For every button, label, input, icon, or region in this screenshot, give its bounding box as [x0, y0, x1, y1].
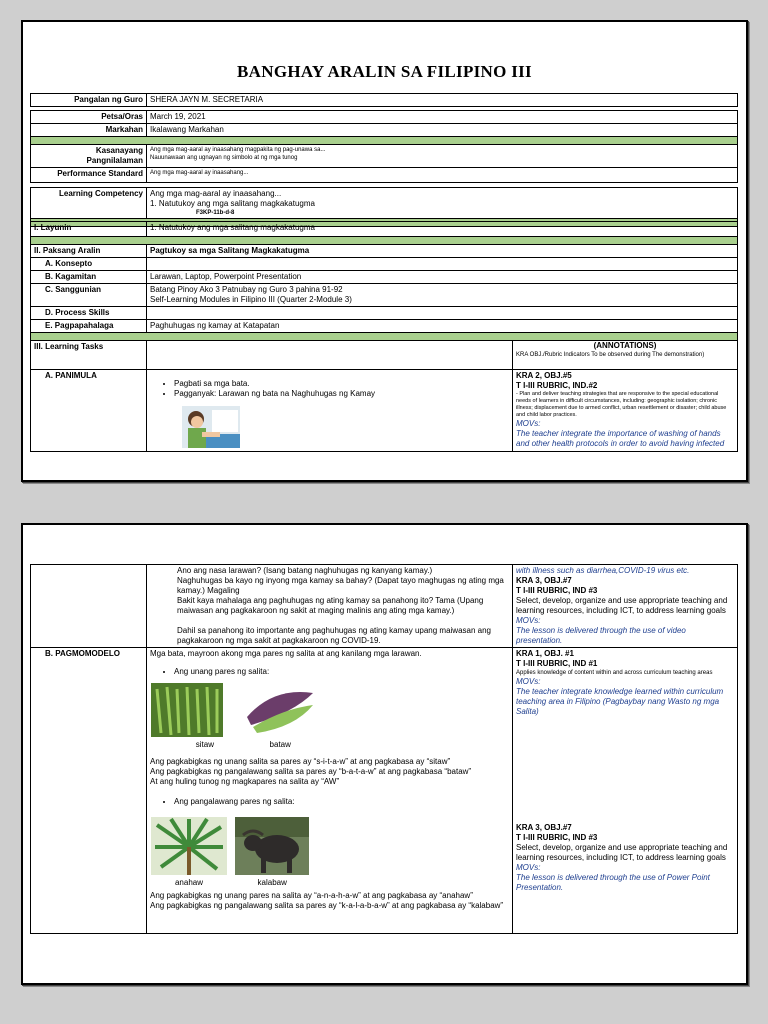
sanggunian-value: Batang Pinoy Ako 3 Patnubay ng Guro 3 pahina 91-92 Self-Learning Modules in Filipino III (Quarter 2-Module 3) — [147, 284, 738, 307]
pagmomodelo-label: B. PAGMOMODELO — [31, 648, 147, 934]
anahaw-caption: anahaw — [174, 878, 204, 887]
header-table — [30, 93, 738, 227]
perf-value: Ang mga mag-aaral ay inaasahang... — [147, 168, 738, 183]
anahaw-image — [151, 817, 227, 875]
handwashing-image — [182, 406, 240, 448]
kalabaw-caption: kalabaw — [257, 878, 287, 887]
markahan-label: Markahan — [31, 124, 147, 137]
panimula-content — [147, 370, 513, 452]
konsepto-label: A. Konsepto — [31, 258, 147, 271]
panimula-cont: Ano ang nasa larawan? (Isang batang naghuhugas ng kanyang kamay.) Naghuhugas ba kayo ng inyong mga kamay sa bahay? (Dapat tayo maghugas ng ating mga kamay.) Magaling Bakit kaya mahalaga ang paghuhugas ng ating kamay sa panahong ito? Tama (Upang maiwasan ang pagkakaroon ng sakit at maging malinis ang ating mga kamay.) Dahil sa panahong ito importante ang paghuhugas ng ating kamay upang maiwasan ang pagkakaroon ng mga sakit at pagkakaroon ng COVID-19. — [147, 565, 513, 648]
document-title: BANGHAY ARALIN SA FILIPINO III — [237, 62, 532, 81]
sitaw-caption: sitaw — [195, 740, 214, 749]
panimula-label: A. PANIMULA — [31, 370, 147, 452]
lesson-table-cont — [30, 564, 738, 934]
lc-value: Ang mga mag-aaral ay inaasahang... 1. Natutukoy ang mga salitang magkakatugma F3KP-11b-d-8 — [147, 188, 738, 219]
kasanayang-value: Ang mga mag-aaral ay inaasahang magpakita ng pag-unawa sa... Nauunawaan ang ugnayan ng simbolo at ng mga tunog — [147, 145, 738, 168]
guro-value: SHERA JAYN M. SECRETARIA — [147, 94, 738, 107]
pm-bullet: • Ang unang pares ng salita: — [174, 667, 509, 677]
paksa-value: Pagtukoy sa mga Salitang Magkakatugma — [147, 245, 738, 258]
lc-label: Learning Competency — [31, 188, 147, 219]
pm-bullet: • Ang pangalawang pares ng salita: — [174, 797, 509, 807]
page-1 — [21, 20, 748, 482]
bataw-image — [243, 683, 317, 737]
page-2 — [21, 523, 748, 985]
panimula-annotation: KRA 2, OBJ.#5 T I-III RUBRIC, IND.#2 - Plan and deliver teaching strategies that are responsive to the special educational needs of learners in difficult circumstances, including: geographic isolation; chronic illness; displacement due to armed conflict, urban resettlement or disaster; child abuse and child labor practices. MOVs: The teacher integrate the importance of washing of hands and other health protocols in order to avoid having infected — [513, 370, 738, 452]
annotations-header: (ANNOTATIONS) KRA OBJ./Rubric Indicators To be observed during The demonstration) — [513, 341, 738, 370]
perf-label: Performance Standard — [31, 168, 147, 183]
bataw-caption: bataw — [269, 740, 291, 749]
pagmomodelo-annotation: KRA 1, OBJ. #1 T I-III RUBRIC, IND #1 Applies knowledge of content within and across curriculum teaching areas MOVs: The teacher integrate knowledge learned within curriculum teaching area in Filipino (Pagbaybay nang Wasto ng mga Salita) KRA 3, OBJ.#7 T I-III RUBRIC, IND #3 Select, develop, organize and use appropriate teaching and learning resources, including ICT, to address learning goals MOVs: The lesson is delivered through the use of Power Point Presentation. — [513, 648, 738, 934]
petsa-label: Petsa/Oras — [31, 111, 147, 124]
petsa-value: March 19, 2021 — [147, 111, 738, 124]
annotation-cont: with illness such as diarrhea,COVID-19 virus etc. KRA 3, OBJ.#7 T I-III RUBRIC, IND #3 Select, develop, organize and use appropriate teaching and learning resources, including ICT, to address learning goals MOVs: The lesson is delivered through the use of video presentation. — [513, 565, 738, 648]
pagmomodelo-content: Mga bata, mayroon akong mga pares ng salita at ang kanilang mga larawan. • Ang unang pares ng salita: sitaw bataw Ang pagkabigkas ng unang salita sa pares ay “s-i-t-a-w” at ang pagkabasa ay “sitaw” Ang pagkabigkas ng pangalawang salita sa pares ay “b-a-t-a-w” at ang pagkabasa “bataw” At ang huling tunog ng magkapares na salita ay “AW” • Ang pangalawang pares ng salita: anahaw kalabaw Ang pagkabigkas ng unang pares na salita ay “a-n-a-h-a-w” at ang pagkabasa ay “anahaw” Ang pagkabigkas ng pangalawang salita sa pares ay “k-a-l-a-b-a-w” at ang pagkabasa ay “kalabaw” — [147, 648, 513, 934]
lesson-table — [30, 221, 738, 452]
process-label: D. Process Skills — [31, 307, 147, 320]
kagamitan-label: B. Kagamitan — [31, 271, 147, 284]
paksa-label: II. Paksang Aralin — [31, 245, 147, 258]
guro-label: Pangalan ng Guro — [31, 94, 147, 107]
green-divider — [31, 137, 738, 145]
layunin-value: 1. Natutukoy ang mga salitang magkakatugma — [147, 222, 738, 237]
pagpapahalaga-value: Paghuhugas ng kamay at Katapatan — [147, 320, 738, 333]
sitaw-image — [151, 683, 223, 737]
kasanayang-label: Kasanayang Pangnilalaman — [31, 145, 147, 168]
panimula-item: • Pagganyak: Larawan ng bata na Naghuhugas ng Kamay — [174, 389, 509, 399]
sanggunian-label: C. Sanggunian — [31, 284, 147, 307]
tasks-label: III. Learning Tasks — [31, 341, 147, 370]
panimula-item: • Pagbati sa mga bata. — [174, 379, 509, 389]
kalabaw-image — [235, 817, 309, 875]
markahan-value: Ikalawang Markahan — [147, 124, 738, 137]
layunin-label: I. Layunin — [31, 222, 147, 237]
pagpapahalaga-label: E. Pagpapahalaga — [31, 320, 147, 333]
kagamitan-value: Larawan, Laptop, Powerpoint Presentation — [147, 271, 738, 284]
